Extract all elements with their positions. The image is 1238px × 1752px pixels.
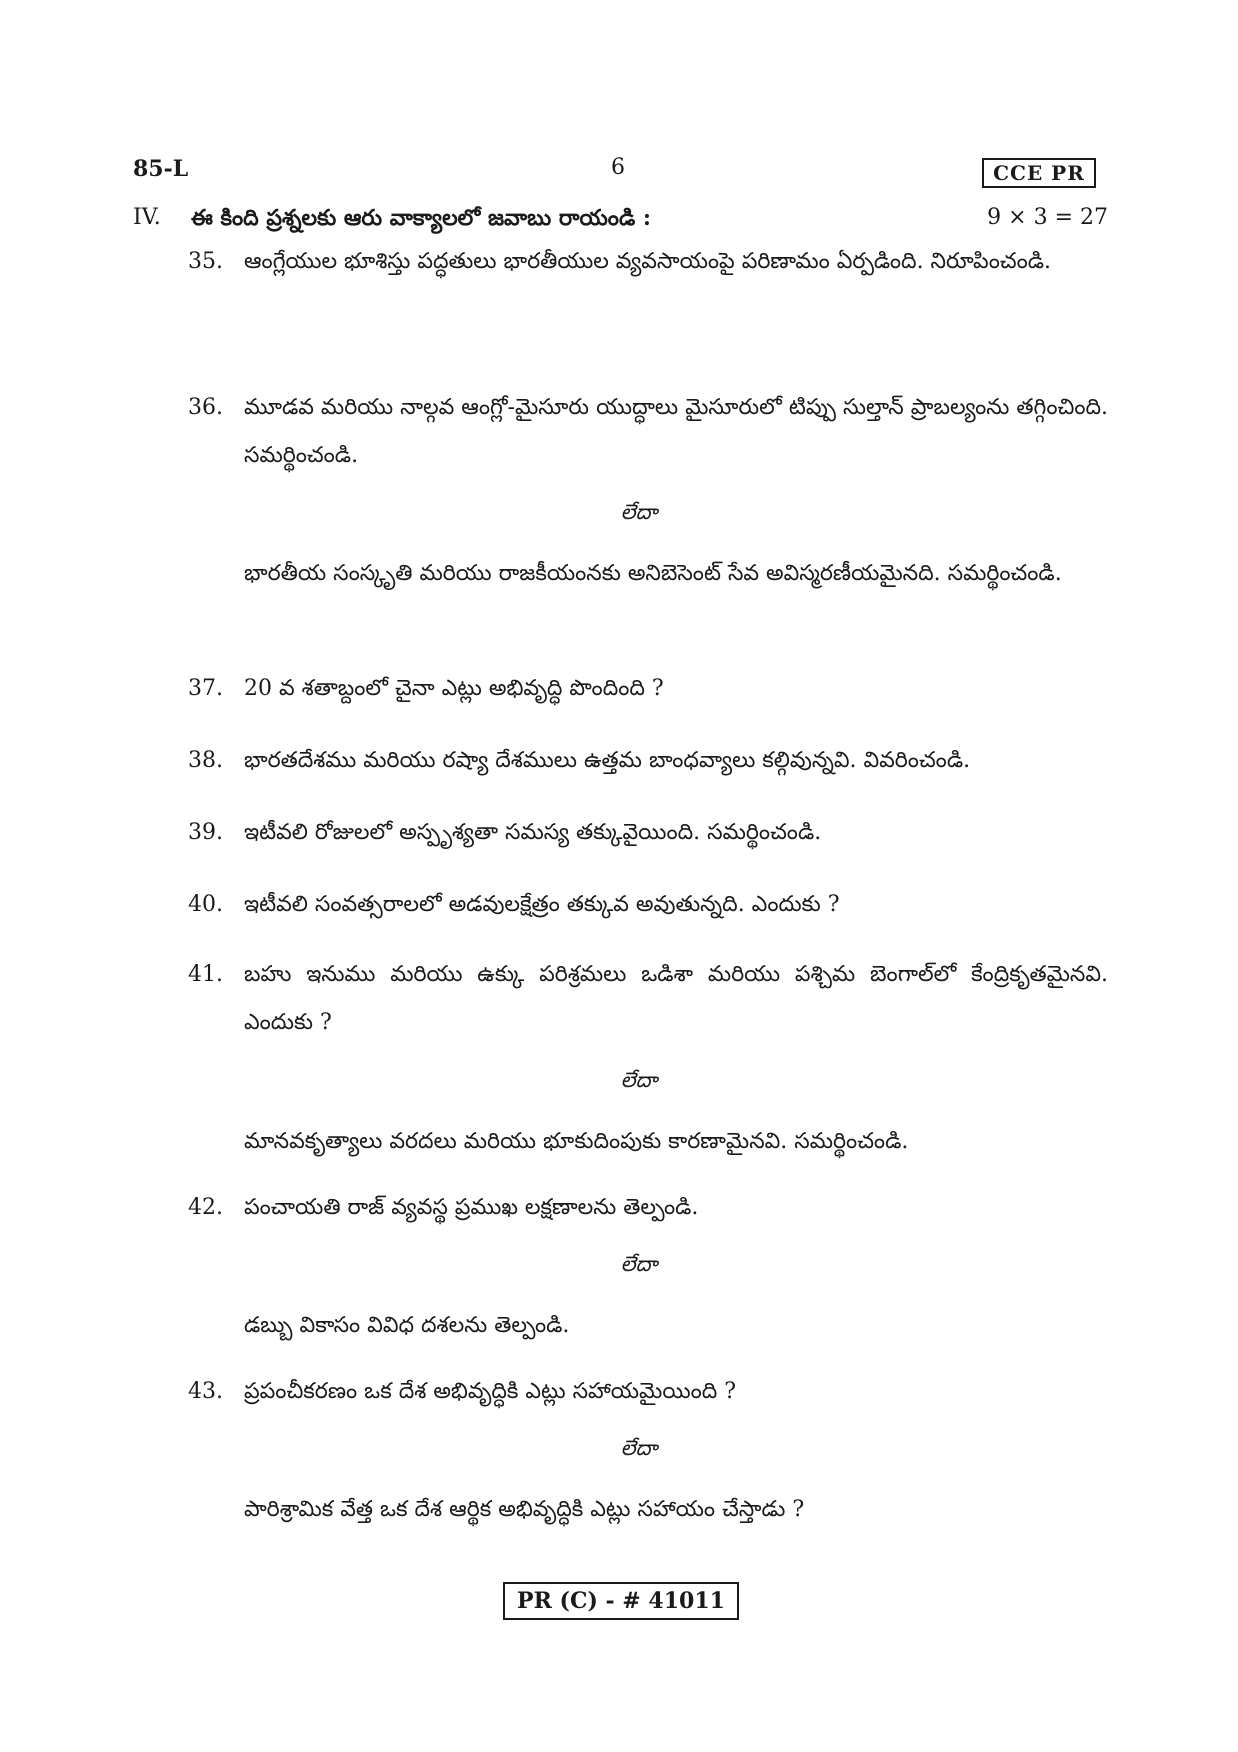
question-text: భారతదేశము మరియు రష్యా దేశములు ఉత్తమ బాంధవ్యాలు కల్గివున్నవి. వివరించండి.: [244, 748, 971, 773]
question-number: 42.: [188, 1195, 223, 1220]
question-36: [188, 384, 1108, 480]
question-text: 20 వ శతాబ్దంలో చైనా ఎట్లు అభివృద్ధి పొందింది ?: [244, 676, 664, 701]
section-marks: 9 × 3 = 27: [987, 205, 1108, 230]
question-35: [188, 238, 1108, 286]
question-text: ఆంగ్లేయుల భూశిస్తు పద్ధతులు భారతీయుల వ్యవసాయంపై పరిణామం ఏర్పడింది. నిరూపించండి.: [244, 249, 1052, 274]
question-42: [188, 1184, 1108, 1232]
paper-code: 85-L: [133, 156, 189, 182]
question-number: 36.: [188, 395, 223, 420]
or-label: లేదా: [620, 1068, 658, 1092]
question-number: 40.: [188, 892, 223, 917]
or-label: లేదా: [620, 500, 658, 524]
question-number: 43.: [188, 1379, 223, 1404]
question-38: [188, 737, 1108, 785]
question-text: ఇటీవలి సంవత్సరాలలో అడవులక్షేత్రం తక్కువ అవుతున్నది. ఎందుకు ?: [244, 892, 840, 917]
alternative-question-41: మానవకృత్యాలు వరదలు మరియు భూకుదింపుకు కారణామైనవి. సమర్థించండి.: [244, 1129, 909, 1154]
question-text: ప్రపంచీకరణం ఒక దేశ అభివృద్ధికి ఎట్లు సహాయమైయింది ?: [244, 1379, 737, 1404]
or-label: లేదా: [620, 1436, 658, 1460]
alternative-question-42: డబ్బు వికాసం వివిధ దశలను తెల్పండి.: [244, 1313, 570, 1338]
question-39: [188, 809, 1108, 857]
question-number: 39.: [188, 820, 223, 845]
question-text: మూడవ మరియు నాల్గవ ఆంగ్లో-మైసూరు యుద్ధాలు మైసూరులో టిప్పు సుల్తాన్ ప్రాబల్యంను తగ్గించింది. సమర్థించండి.: [244, 395, 1108, 468]
exam-tag: CCE PR: [982, 158, 1096, 188]
question-number: 38.: [188, 748, 223, 773]
section-title: ఈ కింది ప్రశ్నలకు ఆరు వాక్యాలలో జవాబు రాయండి :: [191, 205, 652, 231]
question-37: [188, 665, 1108, 713]
or-label: లేదా: [620, 1252, 658, 1276]
question-text: పంచాయతి రాజ్ వ్యవస్థ ప్రముఖ లక్షణాలను తెల్పండి.: [244, 1195, 699, 1220]
footer-code: PR (C) - # 41011: [503, 1582, 739, 1620]
alternative-question-36: భారతీయ సంస్కృతి మరియు రాజకీయంనకు అనిబెసెంట్ సేవ అవిస్మరణీయమైనది. సమర్థించండి.: [244, 561, 1062, 586]
question-number: 37.: [188, 676, 223, 701]
question-text: బహు ఇనుము మరియు ఉక్కు పరిశ్రమలు ఒడిశా మరియు పశ్చిమ బెంగాల్‌లో కేంద్రికృతమైనవి. ఎందుకు ?: [244, 962, 1108, 1035]
section-heading: [133, 205, 1108, 236]
question-number: 41.: [188, 962, 223, 987]
question-number: 35.: [188, 249, 223, 274]
page-number: 6: [611, 155, 625, 180]
question-40: [188, 881, 1108, 929]
question-text: ఇటీవలి రోజులలో అస్పృశ్యతా సమస్య తక్కువైయింది. సమర్థించండి.: [244, 820, 822, 845]
alternative-question-43: పారిశ్రామిక వేత్త ఒక దేశ ఆర్థిక అభివృద్ధికి ఎట్లు సహాయం చేస్తాడు ?: [244, 1497, 805, 1522]
section-number: IV.: [133, 205, 161, 230]
question-43: [188, 1368, 1108, 1416]
question-41: [188, 951, 1108, 1047]
